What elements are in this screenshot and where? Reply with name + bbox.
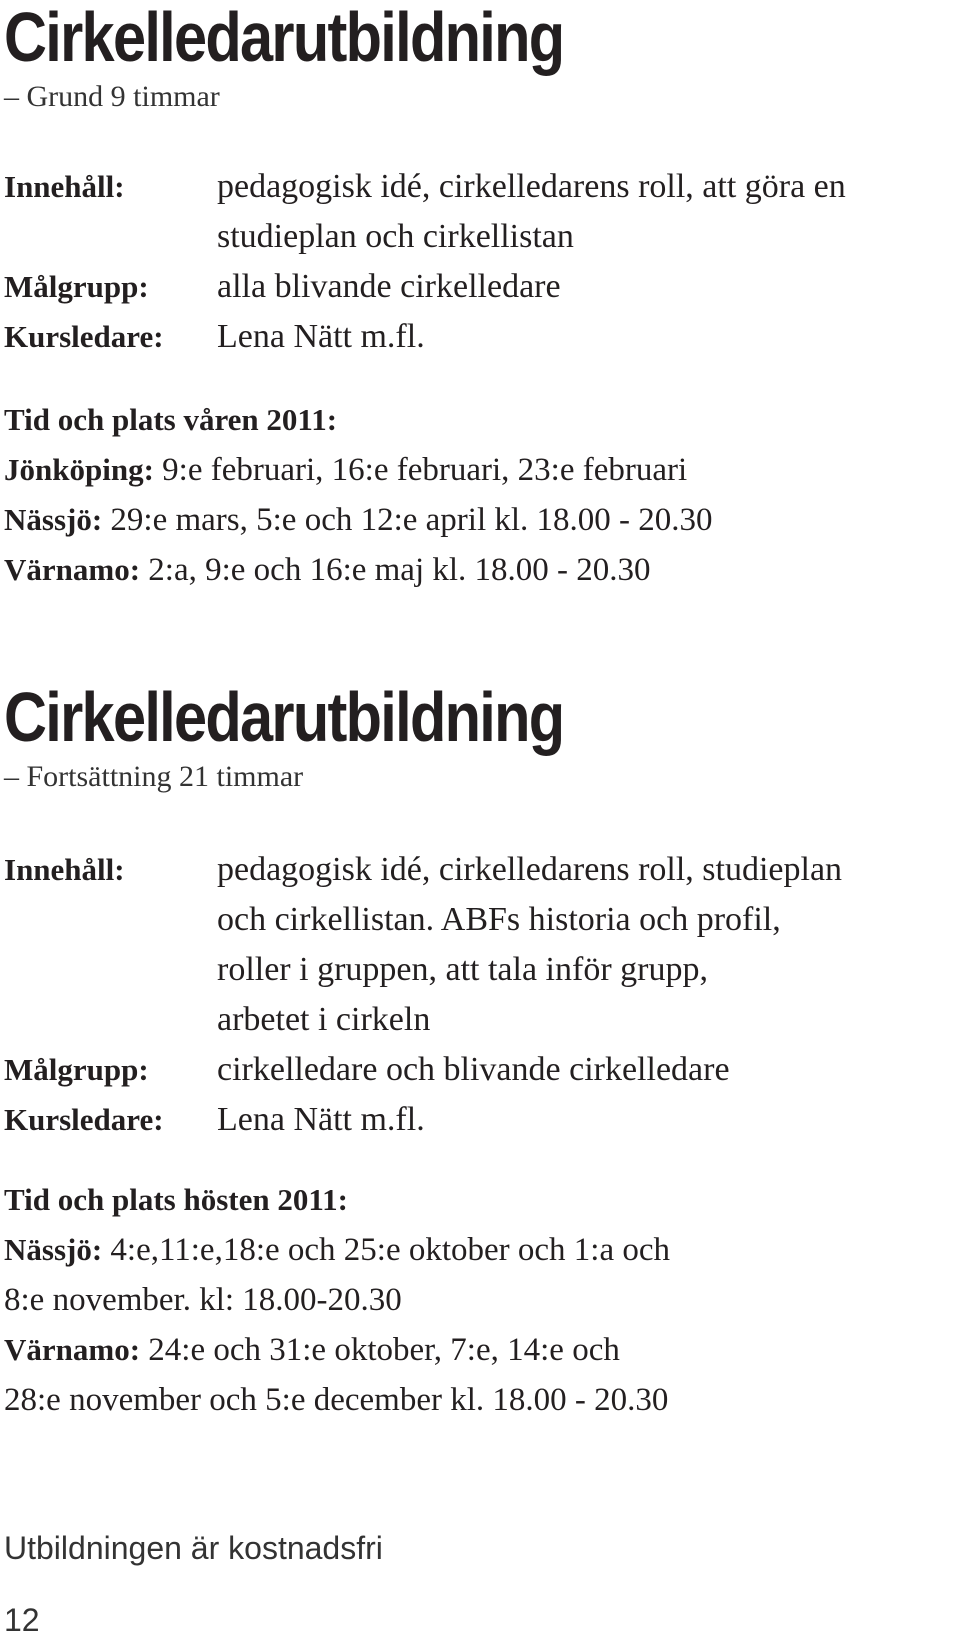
value-kursledare (217, 312, 846, 362)
value-line: Lena Nätt m.fl. (217, 318, 425, 355)
schedule-place: Nässjö: (4, 502, 103, 537)
section-title: Cirkelledarutbildning (4, 0, 564, 76)
schedule-place: Nässjö: (4, 1232, 103, 1267)
schedule-item-cont: 28:e november och 5:e december kl. 18.00 - 20.30 (4, 1382, 669, 1418)
section-subtitle: – Grund 9 timmar (4, 80, 220, 113)
schedule-place: Värnamo: (4, 552, 141, 587)
label-innehall: Innehåll: (4, 852, 125, 887)
value-line: pedagogisk idé, cirkelledarens roll, att göra en (217, 168, 846, 205)
label-kursledare: Kursledare: (4, 1102, 164, 1137)
value-innehall (217, 162, 846, 262)
schedule-heading: Tid och plats hösten 2011: (4, 1182, 348, 1217)
value-innehall (217, 845, 842, 1045)
schedule-item (4, 1225, 670, 1275)
value-line: arbetet i cirkeln (217, 1001, 431, 1038)
schedule-dates: 2:a, 9:e och 16:e maj kl. 18.00 - 20.30 (148, 552, 651, 588)
course-details (4, 845, 842, 1145)
schedule-block (4, 1175, 670, 1425)
schedule-dates: 9:e februari, 16:e februari, 23:e februari (162, 452, 688, 488)
value-line: studieplan och cirkellistan (217, 218, 574, 255)
value-line: pedagogisk idé, cirkelledarens roll, studieplan (217, 851, 843, 888)
section-subtitle: – Fortsättning 21 timmar (4, 760, 304, 793)
schedule-dates: 24:e och 31:e oktober, 7:e, 14:e och (148, 1332, 620, 1368)
schedule-dates: 4:e,11:e,18:e och 25:e oktober och 1:a och (110, 1232, 671, 1268)
value-malgrupp (217, 262, 846, 312)
course-details (4, 162, 846, 362)
schedule-block (4, 395, 713, 595)
value-kursledare (217, 1095, 842, 1145)
schedule-place: Värnamo: (4, 1332, 141, 1367)
value-line: roller i gruppen, att tala inför grupp, (217, 951, 708, 988)
schedule-place: Jönköping: (4, 452, 154, 487)
schedule-heading: Tid och plats våren 2011: (4, 402, 338, 437)
schedule-item (4, 1325, 670, 1375)
page-number: 12 (4, 1602, 40, 1638)
value-line: och cirkellistan. ABFs historia och profil, (217, 901, 781, 938)
schedule-item-cont: 8:e november. kl: 18.00-20.30 (4, 1282, 402, 1318)
value-line: Lena Nätt m.fl. (217, 1101, 425, 1138)
label-malgrupp: Målgrupp: (4, 269, 149, 304)
value-line: alla blivande cirkelledare (217, 268, 561, 305)
section-title: Cirkelledarutbildning (4, 678, 564, 756)
label-innehall: Innehåll: (4, 169, 125, 204)
schedule-item (4, 545, 713, 595)
schedule-item (4, 495, 713, 545)
value-malgrupp (217, 1045, 842, 1095)
label-malgrupp: Målgrupp: (4, 1052, 149, 1087)
value-line: cirkelledare och blivande cirkelledare (217, 1051, 730, 1088)
label-kursledare: Kursledare: (4, 319, 164, 354)
cost-note: Utbildningen är kostnadsfri (4, 1530, 383, 1566)
schedule-dates: 29:e mars, 5:e och 12:e april kl. 18.00 - 20.30 (110, 502, 713, 538)
schedule-item (4, 445, 713, 495)
